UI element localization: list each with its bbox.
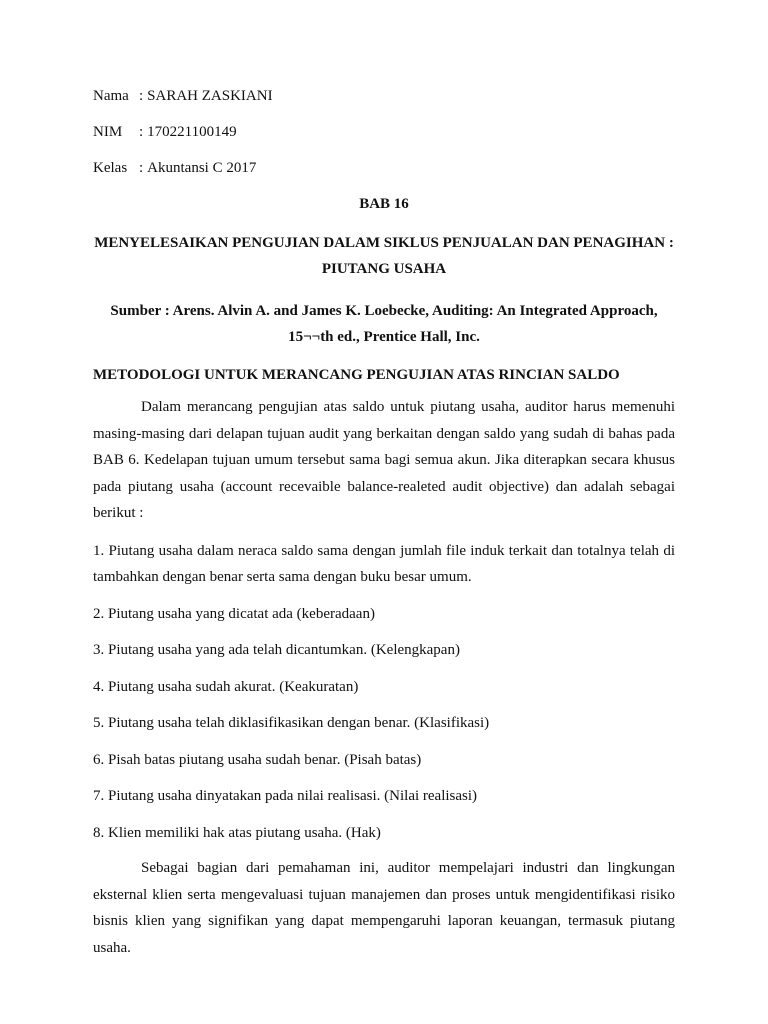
name-value: SARAH ZASKIANI [147,88,273,104]
class-separator: : [139,160,144,176]
chapter-heading: BAB 16 [359,196,409,212]
objective-item: 4. Piutang usaha sudah akurat. (Keakuratan) [93,678,359,695]
name-label: Nama [93,88,129,104]
intro-paragraph: Dalam merancang pengujian atas saldo untuk piutang usaha, auditor harus memenuhi masing-masing dari delapan tujuan audit yang berkaitan dengan saldo yang sudah di bahas pada BAB 6. Kedelapan tujuan umum tersebut sama bagi semua akun. Jika diterapkan secara khusus pada piutang usaha (account recevaible balance-realeted audit objective) dan adalah sebagai berikut : [93,399,675,521]
objective-item: 7. Piutang usaha dinyatakan pada nilai realisasi. (Nilai realisasi) [93,788,478,804]
student-class-row [93,158,675,178]
document-page [93,86,675,961]
nim-separator: : [139,124,144,140]
nim-value: 170221100149 [147,124,237,140]
objective-item: 8. Klien memiliki hak atas piutang usaha. (Hak) [93,824,381,841]
objective-item: 5. Piutang usaha telah diklasifikasikan dengan benar. (Klasifikasi) [93,715,490,731]
nim-label: NIM [93,124,123,140]
student-name-row [93,86,675,106]
source-citation: Sumber : Arens. Alvin A. and James K. Loebecke, Auditing: An Integrated Approach, 15¬¬th ed., Prentice Hall, Inc. [110,303,658,345]
class-label: Kelas [93,160,128,176]
class-value: Akuntansi C 2017 [147,160,257,176]
student-nim-row [93,122,675,142]
document-title: MENYELESAIKAN PENGUJIAN DALAM SIKLUS PENJUALAN DAN PENAGIHAN : PIUTANG USAHA [94,235,674,277]
objective-item: 2. Piutang usaha yang dicatat ada (keberadaan) [93,605,375,622]
closing-paragraph: Sebagai bagian dari pemahaman ini, auditor mempelajari industri dan lingkungan eksternal klien serta mengevaluasi tujuan manajemen dan proses untuk mengidentifikasi risiko bisnis klien yang signifikan yang dapat mempengaruhi laporan keuangan, termasuk piutang usaha. [93,860,675,956]
objective-item: 1. Piutang usaha dalam neraca saldo sama dengan jumlah file induk terkait dan totalnya telah di tambahkan dengan benar serta sama dengan buku besar umum. [93,542,675,585]
name-separator: : [139,88,144,104]
objective-item: 6. Pisah batas piutang usaha sudah benar. (Pisah batas) [93,751,422,768]
objective-item: 3. Piutang usaha yang ada telah dicantumkan. (Kelengkapan) [93,642,460,658]
section-heading: METODOLOGI UNTUK MERANCANG PENGUJIAN ATAS RINCIAN SALDO [93,367,620,383]
